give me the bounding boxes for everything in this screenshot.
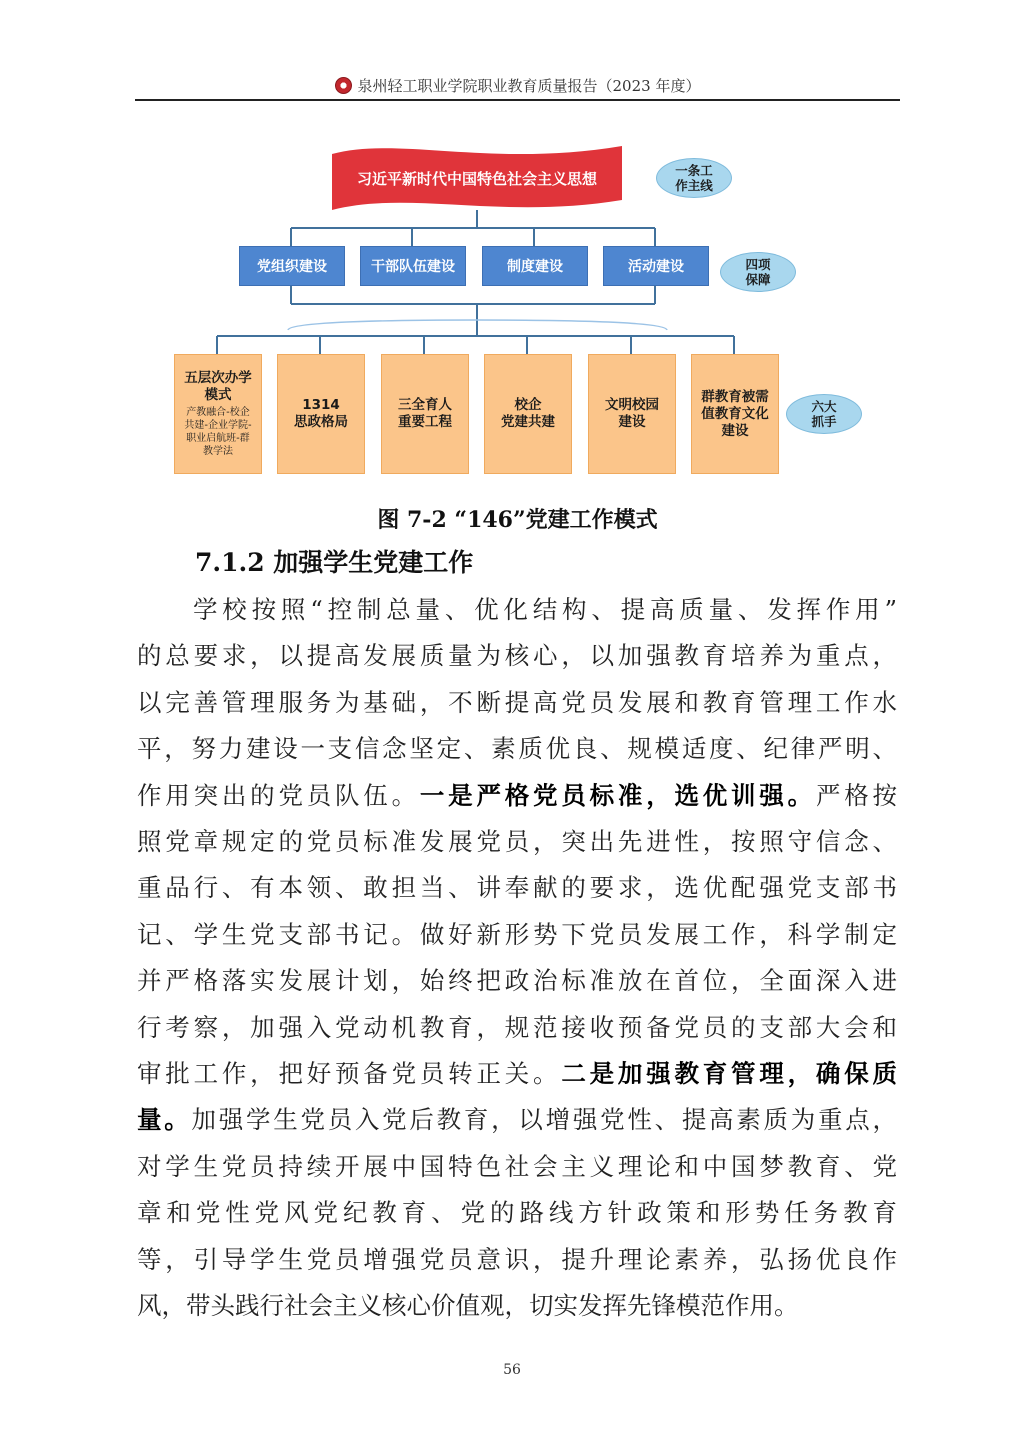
box-activity: 活动建设 xyxy=(603,246,709,286)
page-header xyxy=(135,72,900,98)
box-1314: 1314 思政格局 xyxy=(277,354,365,474)
text-run: 等，引导学生党员增强党员意识，提升理论素养，弘扬优良作 xyxy=(137,1244,897,1274)
box-three-all-education: 三全育人 重要工程 xyxy=(381,354,469,474)
box-five-level-model-sub: 产教融合-校企 共建-企业学院- 职业启航班-群 教学法 xyxy=(184,407,252,457)
text-run: 风，带头践行社会主义核心价值观，切实发挥先锋模范作用。 xyxy=(137,1291,799,1321)
text-run: 重品行、有本领、敢担当、讲奉献的要求，选优配强党支部书 xyxy=(137,873,897,903)
box-culture-building: 群教育被需 值教育文化 建设 xyxy=(691,354,779,474)
text-run: 对学生党员持续开展中国特色社会主义理论和中国梦教育、党 xyxy=(137,1151,897,1181)
bold-text: 二是加强教育管理，确保质 xyxy=(561,1059,898,1089)
paragraph-line xyxy=(137,680,897,726)
text-run: 作用突出的党员队伍。 xyxy=(137,780,420,810)
paragraph-line xyxy=(137,819,897,865)
page-number: 56 xyxy=(503,1362,521,1378)
bold-text: 一是严格党员标准，选优训强。 xyxy=(419,780,816,810)
text-run: 审批工作，把好预备党员转正关。 xyxy=(137,1059,562,1089)
paragraph-line xyxy=(137,1283,897,1329)
paragraph-line xyxy=(137,1005,897,1051)
text-run: 的总要求，以提高发展质量为核心，以加强教育培养为重点， xyxy=(137,641,897,671)
paragraph-line xyxy=(137,1190,897,1236)
box-school-enterprise: 校企 党建共建 xyxy=(484,354,572,474)
paragraph-line xyxy=(137,1097,897,1143)
text-run: 平，努力建设一支信念坚定、素质优良、规模适度、纪律严明、 xyxy=(137,734,897,764)
paragraph-line xyxy=(137,587,897,633)
header-title: 泉州轻工职业学院职业教育质量报告（2023 年度） xyxy=(357,76,701,95)
paragraph-line xyxy=(137,633,897,679)
paragraph-line xyxy=(137,1237,897,1283)
text-run: 学校按照“控制总量、优化结构、提高质量、发挥作用” xyxy=(193,595,897,624)
banner-text: 习近平新时代中国特色社会主义思想 xyxy=(356,170,597,188)
box-civilized-campus: 文明校园 建设 xyxy=(588,354,676,474)
figure-caption: 图 7-2 “146”党建工作模式 xyxy=(377,507,658,533)
paragraph-line xyxy=(137,726,897,772)
paragraph-line xyxy=(137,912,897,958)
label-four-guarantees: 四项 保障 xyxy=(720,252,796,292)
text-run: 行考察，加强入党动机教育，规范接收预备党员的支部大会和 xyxy=(137,1012,897,1042)
text-run: 记、学生党支部书记。做好新形势下党员发展工作，科学制定 xyxy=(137,919,897,949)
text-run: 以完善管理服务为基础，不断提高党员发展和教育管理工作水 xyxy=(137,687,897,717)
text-run: 并严格落实发展计划，始终把政治标准放在首位，全面深入进 xyxy=(137,966,897,996)
paragraph-line xyxy=(137,958,897,1004)
box-institution: 制度建设 xyxy=(482,246,588,286)
label-one-main-line: 一条工 作主线 xyxy=(656,158,732,198)
party-building-diagram xyxy=(170,138,870,478)
paragraph-line xyxy=(137,1051,897,1097)
bold-text: 量。 xyxy=(137,1105,192,1135)
body-paragraph xyxy=(137,587,897,1330)
paragraph-line xyxy=(137,1144,897,1190)
paragraph-line xyxy=(137,865,897,911)
text-run: 加强学生党员入党后教育，以增强党性、提高素质为重点， xyxy=(191,1105,898,1135)
school-logo-icon xyxy=(335,77,352,94)
box-cadre-team: 干部队伍建设 xyxy=(360,246,466,286)
text-run: 严格按 xyxy=(815,780,898,810)
paragraph-line xyxy=(137,773,897,819)
header-rule xyxy=(135,99,900,101)
section-title: 7.1.2 加强学生党建工作 xyxy=(195,548,474,577)
text-run: 照党章规定的党员标准发展党员，突出先进性，按照守信念、 xyxy=(137,827,897,857)
box-party-org: 党组织建设 xyxy=(239,246,345,286)
box-five-level-model: 五层次办学 模式 产教融合-校企 共建-企业学院- 职业启航班-群 教学法 xyxy=(174,354,262,474)
label-six-handles: 六大 抓手 xyxy=(786,394,862,434)
text-run: 章和党性党风党纪教育、党的路线方针政策和形势任务教育 xyxy=(137,1198,897,1228)
